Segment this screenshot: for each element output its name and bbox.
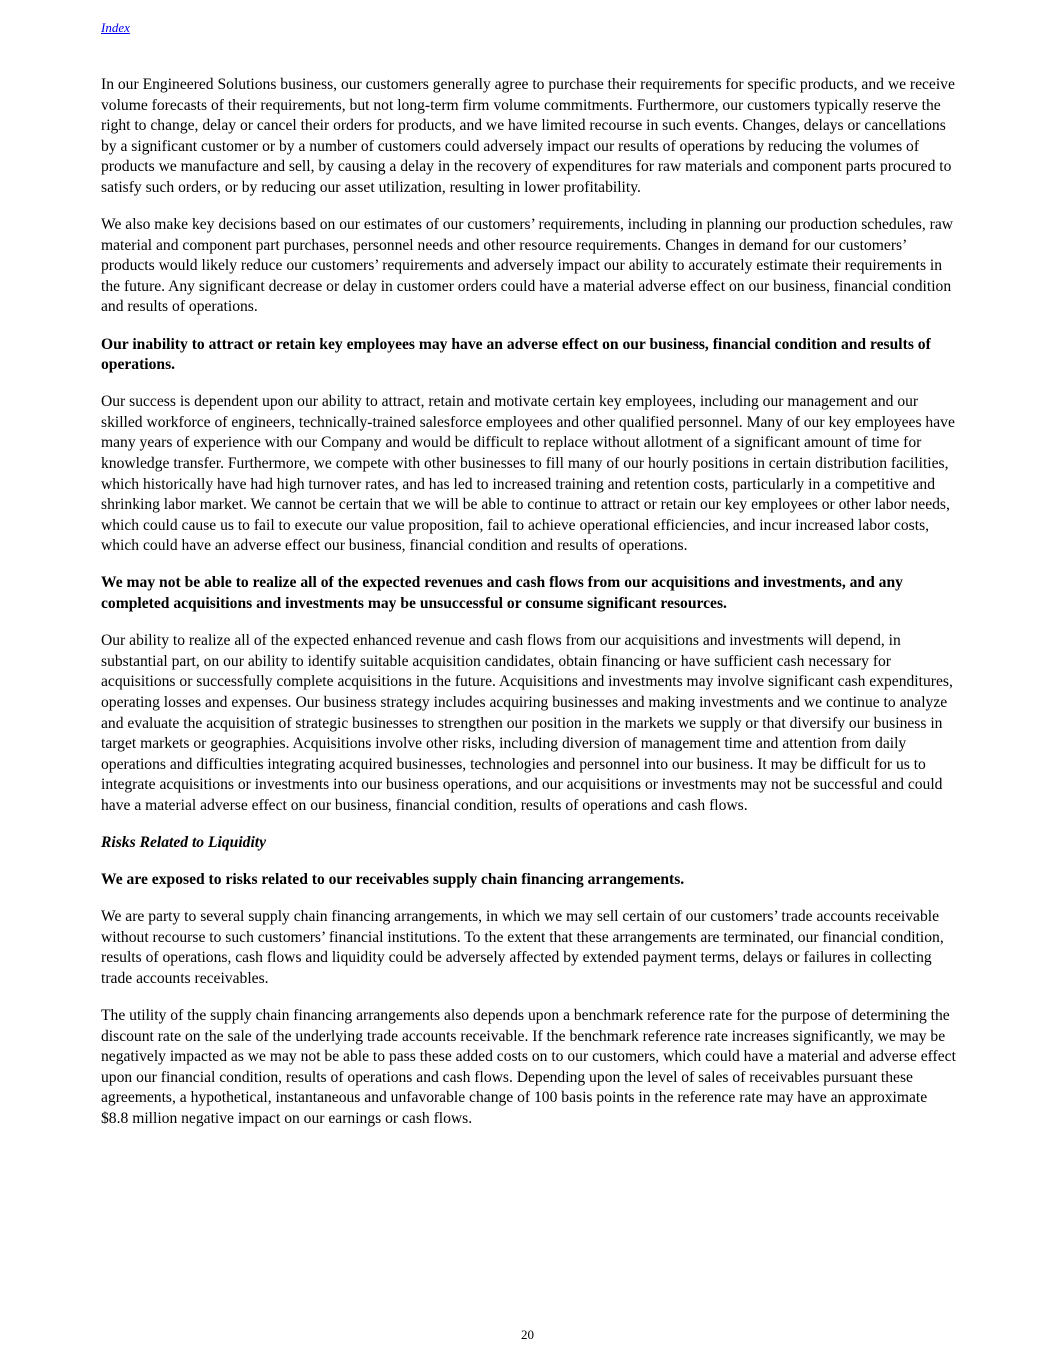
paragraph-estimates: We also make key decisions based on our estimates of our customers’ requirements, including in planning our production schedules, raw material and component part purchases, personnel needs and other resource requirements. Changes in demand for our customers’ products would likely reduce our customers’ requirements and adversely impact our ability to accurately estimate their requirements in the future. Any significant decrease or delay in customer orders could have a material adverse effect on our business, financial condition and results of operations. (101, 216, 953, 316)
paragraph-supply-chain-financing: We are party to several supply chain financing arrangements, in which we may sell certain of our customers’ trade accounts receivable without recourse to such customers’ financial institutions. To the extent that these arrangements are terminated, our financial condition, results of operations, cash flows and liquidity could be adversely affected by extended payment terms, delays or failures in collecting trade accounts receivables. (101, 908, 944, 987)
section-heading-liquidity: Risks Related to Liquidity (101, 834, 267, 851)
heading-supply-chain-financing: We are exposed to risks related to our receivables supply chain financing arrangements. (101, 871, 685, 889)
document-body (101, 75, 957, 1146)
index-link[interactable]: Index (101, 20, 130, 35)
paragraph-key-employees: Our success is dependent upon our ability to attract, retain and motivate certain key employees, including our management and our skilled workforce of engineers, technically-trained salesforce employees and other qualified personnel. Many of our key employees have many years of experience with our Company and would be difficult to replace without allotment of a significant amount of time for knowledge transfer. Furthermore, we compete with other businesses to fill many of our hourly positions in certain distribution facilities, which historically have had high turnover rates, and has led to increased training and retention costs, particularly in a competitive and shrinking labor market. We cannot be certain that we will be able to continue to attract or retain our key employees or other labor needs, which could cause us to fail to execute our value proposition, fail to achieve operational efficiencies, and incur increased labor costs, which could have an adverse effect our business, financial condition and results of operations. (101, 393, 955, 555)
page-number: 20 (521, 1327, 534, 1342)
paragraph-benchmark-rate: The utility of the supply chain financing arrangements also depends upon a benchmark reference rate for the purpose of determining the discount rate on the sale of the underlying trade accounts receivable. If the benchmark reference rate increases significantly, we may be negatively impacted as we may not be able to pass these added costs on to our customers, which could have a material and adverse effect upon our financial condition, results of operations and cash flows. Depending upon the level of sales of receivables pursuant these agreements, a hypothetical, instantaneous and unfavorable change of 100 basis points in the reference rate may have an approximate $8.8 million negative impact on our earnings or cash flows. (101, 1007, 956, 1128)
paragraph-acquisitions: Our ability to realize all of the expected enhanced revenue and cash flows from our acquisitions and investments will depend, in substantial part, on our ability to identify suitable acquisition candidates, obtain financing or have sufficient cash necessary for acquisitions or successfully complete acquisitions in the future. Acquisitions and investments may involve significant cash expenditures, operating losses and expenses. Our business strategy includes acquiring businesses and making investments and we continue to analyze and evaluate the acquisition of strategic businesses to strengthen our position in the markets we supply or that diversify our business in target markets or geographies. Acquisitions involve other risks, including diversion of management time and attention from daily operations and difficulties integrating acquired businesses, technologies and personnel into our business. It may be difficult for us to integrate acquisitions or investments into our business operations, and our acquisitions or investments may not be successful and could have a material adverse effect on our business, financial condition, results of operations and cash flows. (101, 632, 953, 814)
heading-acquisitions: We may not be able to realize all of the expected revenues and cash flows from our acquisitions and investments, and any completed acquisitions and investments may be unsuccessful or consume significant resources. (101, 574, 903, 613)
paragraph-customer-requirements: In our Engineered Solutions business, our customers generally agree to purchase their requirements for specific products, and we receive volume forecasts of their requirements, but not long-term firm volume commitments. Furthermore, our customers typically reserve the right to change, delay or cancel their orders for products, and we have limited recourse in such events. Changes, delays or cancellations by a significant customer or by a number of customers could adversely impact our results of operations by reducing the volumes of products we manufacture and sell, by causing a delay in the recovery of expenditures for raw materials and component parts procured to satisfy such orders, or by reducing our asset utilization, resulting in lower profitability. (101, 76, 955, 196)
heading-key-employees: Our inability to attract or retain key employees may have an adverse effect on our business, financial condition and results of operations. (101, 335, 931, 374)
